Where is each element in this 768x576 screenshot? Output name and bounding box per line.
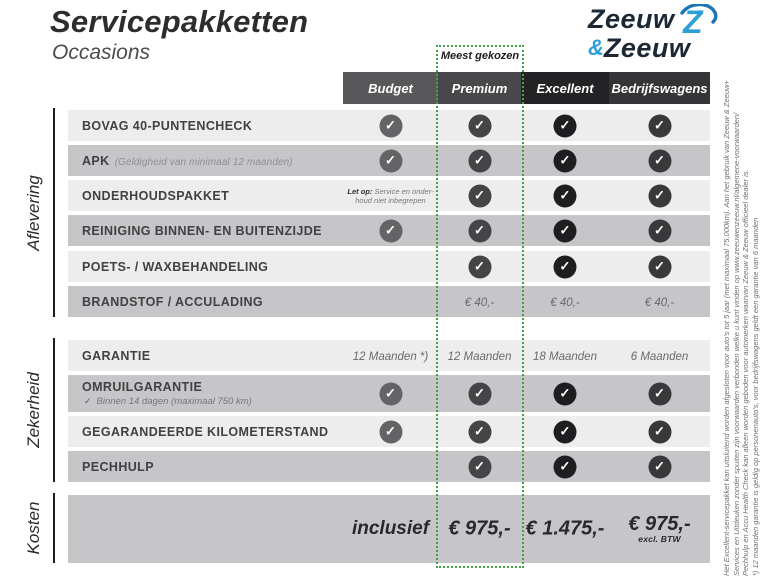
feature-row (68, 340, 710, 371)
price-value (448, 519, 510, 540)
check-icon: ✓ (648, 219, 671, 242)
check-icon: ✓ (648, 184, 671, 207)
row-label: BOVAG 40-PUNTENCHECK (82, 118, 253, 133)
cell-value: 12 Maanden (447, 350, 512, 363)
row-label: APK (Geldigheid van minimaal 12 maanden) (82, 153, 293, 168)
column-header-budget: Budget (343, 72, 438, 104)
footnote-line: Het Excellent-servicepakket kan uitsluitend worden afgesloten voor auto's tot 5 jaar (met maximaal 75.000km). Aan het gebruik van Zeeuw & Zeeuw+ (722, 80, 731, 576)
check-icon (648, 255, 671, 278)
footnote-line: *) 12 maanden garantie is geldig op personenauto's, voor bedrijfswagens geldt een garantie van 6 maanden (750, 217, 760, 576)
column-header-excellent: Excellent (521, 72, 609, 104)
row-label: PECHHULP (82, 459, 154, 474)
price-value (526, 519, 605, 540)
kosten-included-label (352, 518, 429, 540)
feature-row (68, 375, 710, 412)
section-label-aflevering: Aflevering (24, 174, 43, 251)
cell-value: 18 Maanden (533, 350, 597, 363)
row-label: GEGARANDEERDE KILOMETERSTAND (82, 424, 329, 439)
check-icon (554, 455, 577, 478)
price-value: € 1.475,- (525, 517, 605, 540)
column-header-premium: Premium (438, 72, 521, 104)
most-chosen-badge: Meest gekozen (440, 50, 520, 62)
row-label: POETS- / WAXBEHANDELING (82, 259, 269, 274)
check-icon (648, 219, 671, 242)
section-divider-line (53, 493, 55, 563)
check-icon: ✓ (468, 219, 491, 242)
logo-word2: Zeeuw (603, 33, 691, 63)
check-icon: ✓ (554, 420, 577, 443)
row-sublabel: (Geldigheid van minimaal 12 maanden) (114, 156, 293, 168)
check-icon: ✓ (379, 219, 402, 242)
price-note: excl. BTW (638, 534, 681, 544)
section-divider-line (53, 108, 55, 317)
cell-value: 12 Maanden *) (352, 350, 429, 363)
check-icon (648, 420, 671, 443)
check-icon: ✓ (379, 382, 402, 405)
cell-value (645, 293, 674, 311)
logo-ampersand: & (588, 35, 604, 60)
zeeuw-logo (588, 6, 719, 61)
row-label: OMRUILGARANTIE (82, 380, 203, 394)
check-icon (379, 114, 402, 137)
check-icon (554, 149, 577, 172)
check-icon (468, 184, 491, 207)
cell-value: € 40,- (644, 296, 675, 309)
footnote-line: Services en Uitdeuken zonder spuiten zijn voorwaarden verbonden welke u kunt vinden op www.zeeuwenzeeuw.nl/algemene-voorwaarden/ (731, 112, 741, 576)
feature-row (68, 145, 710, 176)
feature-row (68, 495, 710, 563)
check-icon: ✓ (648, 114, 671, 137)
check-icon (648, 455, 671, 478)
check-icon: ✓ (554, 219, 577, 242)
row-label: ONDERHOUDSPAKKET (82, 188, 230, 203)
check-icon (468, 114, 491, 137)
check-icon: ✓ (648, 255, 671, 278)
check-icon: ✓ (648, 455, 671, 478)
check-icon: ✓ (554, 455, 577, 478)
check-icon: ✓ (648, 382, 671, 405)
check-icon: ✓ (468, 455, 491, 478)
check-icon (554, 255, 577, 278)
check-icon (379, 219, 402, 242)
check-icon (554, 114, 577, 137)
feature-row (68, 416, 710, 447)
check-icon (468, 382, 491, 405)
check-icon (648, 114, 671, 137)
page-title: Servicepakketten (50, 4, 309, 39)
small-check-icon: ✓ (84, 396, 92, 406)
footnotes (722, 60, 760, 576)
check-icon: ✓ (648, 420, 671, 443)
feature-row (68, 110, 710, 141)
column-header-bedrijfswagens: Bedrijfswagens (609, 72, 710, 104)
check-icon (468, 149, 491, 172)
check-icon (379, 420, 402, 443)
cell-value (465, 293, 494, 311)
cell-value (448, 347, 512, 365)
price-value: € 975,- excl. BTW (628, 513, 691, 544)
cell-value (631, 347, 689, 365)
price-value: € 975,- (448, 517, 511, 540)
check-icon (468, 255, 491, 278)
feature-row (68, 251, 710, 282)
check-icon: ✓ (379, 420, 402, 443)
check-icon: ✓ (554, 382, 577, 405)
check-icon: ✓ (468, 114, 491, 137)
check-icon (379, 149, 402, 172)
check-icon: ✓ (379, 149, 402, 172)
check-icon: ✓ (554, 255, 577, 278)
svg-text:Z: Z (682, 4, 703, 38)
check-icon: ✓ (554, 149, 577, 172)
kosten-included-label: inclusief (351, 518, 430, 539)
check-icon: ✓ (468, 255, 491, 278)
check-icon (648, 382, 671, 405)
check-icon (554, 184, 577, 207)
section-label-zekerheid: Zekerheid (24, 372, 43, 448)
cell-value: € 40,- (550, 296, 580, 309)
logo-word1: Zeeuw (588, 4, 675, 34)
check-icon: ✓ (379, 114, 402, 137)
check-icon (468, 420, 491, 443)
check-icon: ✓ (468, 382, 491, 405)
footnote-line: Pechhulp en Accu Health Check kan alleen worden geboden voor automerken waarvan Zeeuw & Zeeuw officieel dealer is. (741, 169, 750, 576)
row-label: GARANTIE (82, 348, 151, 363)
check-icon (468, 219, 491, 242)
check-icon (554, 382, 577, 405)
feature-row (68, 215, 710, 246)
check-icon: ✓ (468, 184, 491, 207)
section-divider-line (53, 338, 55, 482)
check-icon (648, 184, 671, 207)
check-icon (554, 420, 577, 443)
check-icon (379, 382, 402, 405)
check-icon: ✓ (468, 149, 491, 172)
check-icon (468, 455, 491, 478)
cell-value: 6 Maanden (630, 350, 689, 363)
row-label: BRANDSTOF / ACCULADING (82, 294, 264, 309)
check-icon (554, 219, 577, 242)
row-label: REINIGING BINNEN- EN BUITENZIJDE (82, 223, 322, 238)
check-icon (648, 149, 671, 172)
cell-value (550, 293, 579, 311)
cell-note (336, 187, 446, 205)
page-subtitle: Occasions (52, 41, 151, 64)
cell-note: Let op: Service en onder- houd niet inbegrepen (347, 186, 434, 205)
check-icon: ✓ (554, 114, 577, 137)
cell-value: € 40,- (464, 296, 495, 309)
check-icon: ✓ (554, 184, 577, 207)
feature-row (68, 451, 710, 482)
feature-row (68, 286, 710, 317)
check-icon: ✓ (648, 149, 671, 172)
cell-value (353, 347, 428, 365)
check-icon: ✓ (468, 420, 491, 443)
price-value (628, 514, 690, 544)
section-label-kosten: Kosten (24, 501, 43, 555)
cell-value (533, 347, 597, 365)
row-sublabel: ✓ Binnen 14 dagen (maximaal 750 km) (84, 396, 252, 407)
feature-row (68, 180, 710, 211)
